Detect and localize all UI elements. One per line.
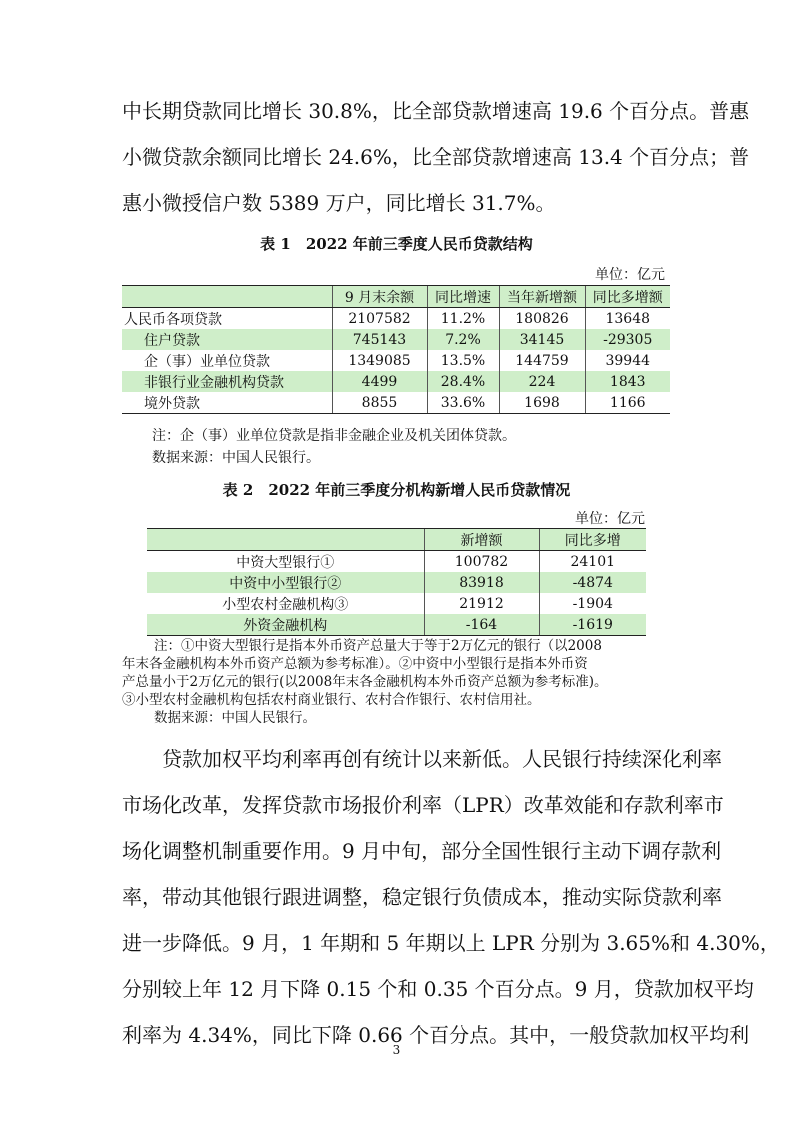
table2 xyxy=(147,528,646,636)
table-cell: 7.2% xyxy=(427,329,499,350)
text-line: 利率为 4.34%，同比下降 0.66 个百分点。其中，一般贷款加权平均利 xyxy=(122,1023,750,1047)
page-number: 3 xyxy=(392,1043,401,1057)
table2-header-cell xyxy=(147,529,424,551)
table-cell: 11.2% xyxy=(427,308,499,330)
table1-header-cell xyxy=(122,286,332,308)
table2-notes xyxy=(122,637,607,727)
row-label: 中资大型银行① xyxy=(236,554,335,571)
table-cell: 28.4% xyxy=(427,371,499,392)
table-cell: 4499 xyxy=(332,371,427,392)
table-cell: 13.5% xyxy=(427,350,499,371)
table1-unit: 单位：亿元 xyxy=(595,267,665,283)
table-cell: 13648 xyxy=(585,308,670,330)
row-label: 境外贷款 xyxy=(122,392,332,414)
table-cell: -29305 xyxy=(585,329,670,350)
table-cell: 34145 xyxy=(499,329,585,350)
text-line: 场化调整机制重要作用。9 月中旬，部分全国性银行主动下调存款利 xyxy=(122,839,722,863)
table-cell: -164 xyxy=(424,614,539,636)
text-line: 率，带动其他银行跟进调整，稳定银行负债成本，推动实际贷款利率 xyxy=(122,885,722,909)
table-row xyxy=(122,371,670,392)
row-label: 企（事）业单位贷款 xyxy=(144,353,270,370)
table2-header-cell: 同比多增 xyxy=(539,529,646,551)
table2-note-line: ③小型农村金融机构包括农村商业银行、农村合作银行、农村信用社。 xyxy=(122,692,541,708)
row-label: 人民币各项贷款 xyxy=(124,311,222,328)
table2-header-cell: 新增额 xyxy=(424,529,539,551)
table-cell: -1904 xyxy=(539,593,646,614)
table-row xyxy=(147,593,646,614)
table-cell: 21912 xyxy=(424,593,539,614)
table1-header-cell: 当年新增额 xyxy=(499,286,585,308)
table2-note-line: 产总量小于2万亿元的银行(以2008年末各金融机构本外币资产总额为参考标准)。 xyxy=(122,674,608,690)
table2-note-line: 年末各金融机构本外币资产总额为参考标准）。②中资中小型银行是指本外币资 xyxy=(122,656,588,672)
table2-source: 数据来源：中国人民银行。 xyxy=(154,710,316,726)
table-cell: 24101 xyxy=(539,551,646,573)
table-cell: 224 xyxy=(499,371,585,392)
table1 xyxy=(122,285,670,414)
table-row xyxy=(122,350,670,371)
table1-header-cell: 同比多增额 xyxy=(585,286,670,308)
table1-caption: 表 1 2022 年前三季度人民币贷款结构 xyxy=(260,235,533,253)
text-line: 进一步降低。9 月，1 年期和 5 年期以上 LPR 分别为 3.65%和 4.30%， xyxy=(122,931,780,955)
table1-source: 数据来源：中国人民银行。 xyxy=(152,450,320,466)
table-row xyxy=(122,329,670,350)
table-cell: 144759 xyxy=(499,350,585,371)
table-cell: 100782 xyxy=(424,551,539,573)
row-label: 住户贷款 xyxy=(144,332,200,349)
table2-note-line: 注：①中资大型银行是指本外币资产总量大于等于2万亿元的银行（以2008 xyxy=(154,638,602,654)
text-line: 小微贷款余额同比增长 24.6%，比全部贷款增速高 13.4 个百分点；普 xyxy=(122,145,750,169)
top-paragraph xyxy=(122,88,750,226)
text-line: 惠小微授信户数 5389 万户，同比增长 31.7%。 xyxy=(122,191,556,215)
table-cell: -1619 xyxy=(539,614,646,636)
table2-caption: 表 2 2022 年前三季度分机构新增人民币贷款情况 xyxy=(222,481,571,499)
row-label: 外资金融机构 xyxy=(147,614,424,636)
table-cell: 1166 xyxy=(585,392,670,414)
table-cell: 83918 xyxy=(424,572,539,593)
table-cell: -4874 xyxy=(539,572,646,593)
body-paragraph xyxy=(122,736,780,1058)
table-row xyxy=(147,614,646,636)
table-cell: 2107582 xyxy=(332,308,427,330)
row-label: 非银行业金融机构贷款 xyxy=(144,374,284,391)
table-cell: 1698 xyxy=(499,392,585,414)
table-cell: 8855 xyxy=(332,392,427,414)
table-cell: 1349085 xyxy=(332,350,427,371)
table-row xyxy=(122,308,670,330)
text-line: 分别较上年 12 月下降 0.15 个和 0.35 个百分点。9 月，贷款加权平均 xyxy=(122,977,754,1001)
table-cell: 180826 xyxy=(499,308,585,330)
row-label: 小型农村金融机构③ xyxy=(222,596,349,613)
row-label: 中资中小型银行② xyxy=(229,575,342,592)
table1-header-cell: 9 月末余额 xyxy=(332,286,427,308)
table-cell: 33.6% xyxy=(427,392,499,414)
table2-header-row xyxy=(147,529,646,551)
table2-unit: 单位：亿元 xyxy=(575,511,645,527)
table-cell: 1843 xyxy=(585,371,670,392)
table1-header-cell: 同比增速 xyxy=(427,286,499,308)
text-line: 贷款加权平均利率再创有统计以来新低。人民银行持续深化利率 xyxy=(162,747,722,771)
table-row xyxy=(122,392,670,414)
table-row xyxy=(147,551,646,573)
table1-header-row xyxy=(122,286,670,308)
table-row xyxy=(147,572,646,593)
table1-notes xyxy=(152,427,516,467)
text-line: 中长期贷款同比增长 30.8%，比全部贷款增速高 19.6 个百分点。普惠 xyxy=(122,99,750,123)
table-cell: 745143 xyxy=(332,329,427,350)
table1-note: 注：企（事）业单位贷款是指非金融企业及机关团体贷款。 xyxy=(152,428,516,444)
text-line: 市场化改革，发挥贷款市场报价利率（LPR）改革效能和存款利率市 xyxy=(122,793,724,817)
table-cell: 39944 xyxy=(585,350,670,371)
